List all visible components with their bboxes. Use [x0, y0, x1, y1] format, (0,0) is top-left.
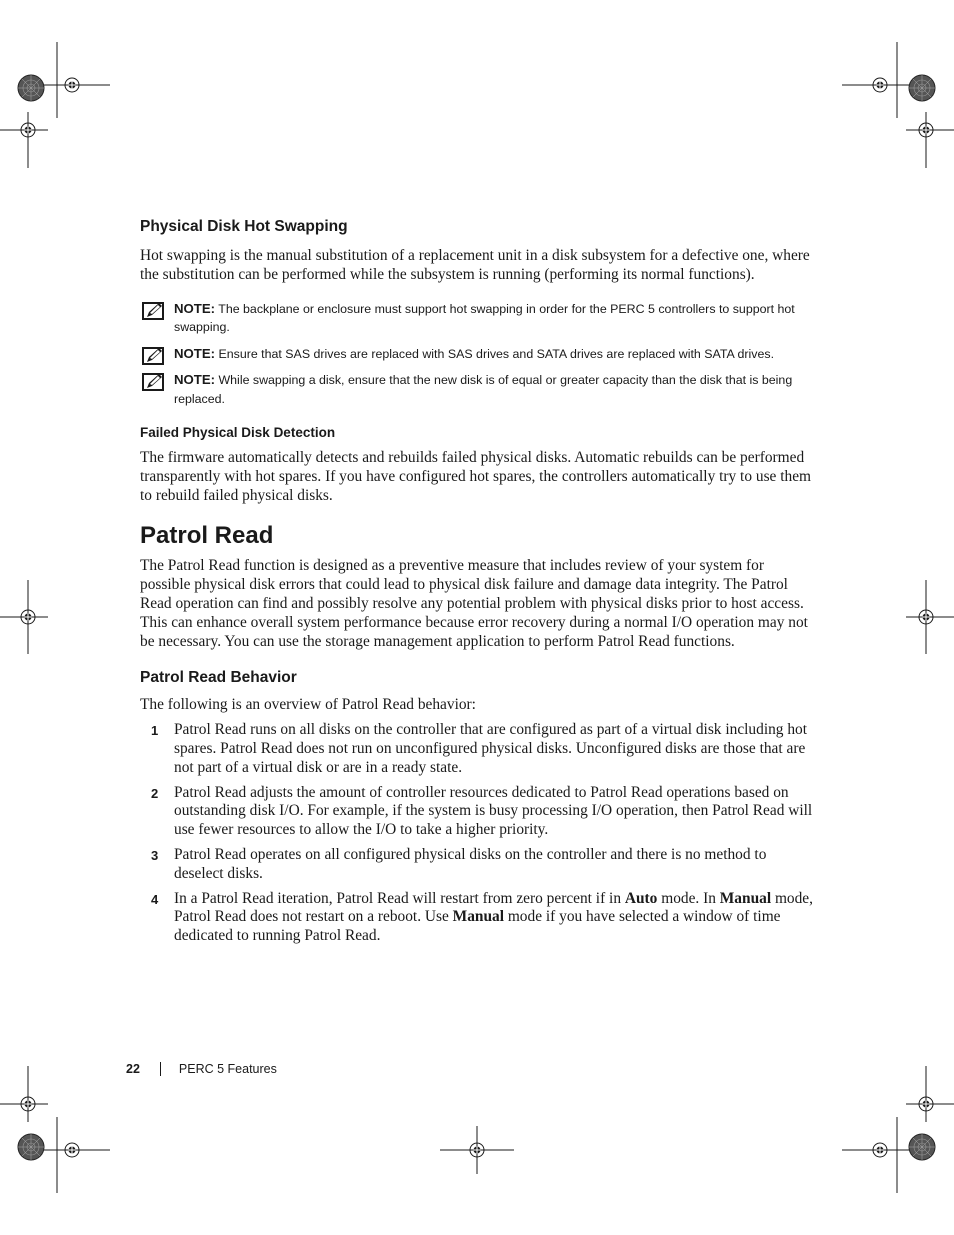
step-number: 2 [151, 785, 159, 801]
step-number: 1 [151, 723, 159, 739]
section-heading-failed-detection: Failed Physical Disk Detection [140, 425, 336, 441]
behavior-intro: The following is an overview of Patrol Read behavior: [140, 696, 476, 714]
step-text: Patrol Read operates on all configured physical disks on the controller and there is no method to deselect disks. [174, 846, 767, 882]
step-text: Patrol Read adjusts the amount of controller resources dedicated to Patrol Read operations based on outstanding disk I/O. For example, if the system is busy processing I/O operation, then Patrol Read will use fewer resources to allow the I/O to take a higher priority. [174, 783, 813, 839]
failed-detection-paragraph: The firmware automatically detects and rebuilds failed physical disks. Automatic rebuilds can be performed transparently with hot spares. If you have configured hot spares, the controllers automatically try to use them to rebuild failed physical disks. [140, 449, 812, 504]
pencil-note-icon [142, 347, 164, 365]
note-disk-capacity [140, 371, 818, 408]
note-label: NOTE: [174, 300, 216, 316]
step-text-part: mode. In [657, 889, 720, 907]
step-text-part: mode if you have selected a window of time dedicated to running Patrol Read. [174, 908, 781, 945]
chapter-heading-patrol-read: Patrol Read [140, 522, 274, 550]
note-text: The backplane or enclosure must support hot swapping in order for the PERC 5 controllers to support hot swapping. [174, 301, 795, 335]
note-text: While swapping a disk, ensure that the new disk is of equal or greater capacity than the disk that is being replaced. [174, 373, 793, 406]
note-label: NOTE: [174, 372, 216, 388]
note-text: Ensure that SAS drives are replaced with SAS drives and SATA drives are replaced with SATA drives. [215, 346, 775, 361]
footer-divider [160, 1062, 161, 1076]
step-number: 3 [151, 848, 159, 864]
note-label: NOTE: [174, 345, 216, 361]
list-item [140, 721, 818, 777]
mode-name-manual: Manual [719, 889, 772, 907]
mode-name-auto: Auto [624, 889, 658, 907]
section-heading-patrol-read-behavior: Patrol Read Behavior [140, 669, 297, 687]
page-number: 22 [126, 1062, 140, 1076]
section-heading-hot-swapping: Physical Disk Hot Swapping [140, 218, 348, 235]
step-number: 4 [151, 891, 159, 907]
step-text-part: mode, Patrol Read does not restart on a reboot. Use [174, 889, 813, 926]
behavior-steps-list [140, 721, 818, 946]
mode-name-manual: Manual [452, 908, 504, 926]
page-footer [126, 1062, 277, 1076]
hot-swapping-paragraph: Hot swapping is the manual substitution of a replacement unit in a disk subsystem for a defective one, where the substitution can be performed while the subsystem is running (performing its normal functions). [140, 247, 810, 283]
pencil-note-icon [142, 373, 164, 391]
step-text: Patrol Read runs on all disks on the controller that are configured as part of a virtual disk including hot spares. Patrol Read does not run on unconfigured physical disks. Unconfigured disks are those that are not part of a virtual disk or are in a ready state. [174, 721, 807, 776]
step-text-part: In a Patrol Read iteration, Patrol Read will restart from zero percent if in [174, 889, 625, 907]
list-item [140, 890, 818, 946]
list-item [140, 846, 818, 884]
list-item [140, 784, 818, 840]
pencil-note-icon [142, 302, 164, 320]
footer-chapter-title: PERC 5 Features [178, 1062, 277, 1076]
note-sas-sata [140, 345, 818, 364]
note-hot-swap-support [140, 300, 818, 337]
patrol-read-paragraph: The Patrol Read function is designed as a preventive measure that includes review of your system for possible physical disk errors that could lead to physical disk failure and damage data integrity. The Patrol Read operation can find and possibly resolve any potential problem with physical disks prior to host access. This can enhance overall system performance because error recovery during a normal I/O operation may not be necessary. You can use the storage management application to perform Patrol Read functions. [140, 557, 808, 650]
page-content [140, 218, 818, 946]
